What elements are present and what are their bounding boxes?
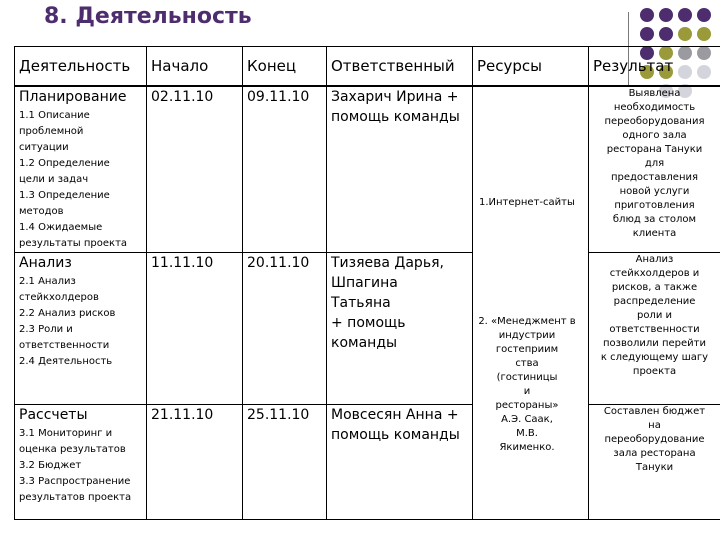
header-end: Конец (243, 47, 327, 87)
dot-icon (697, 8, 711, 22)
responsible-cell (327, 253, 473, 405)
start-cell (147, 86, 243, 253)
end-date: 25.11.10 (247, 407, 310, 423)
end-date: 09.11.10 (247, 89, 310, 105)
responsible-name: Захарич Ирина + помощь команды (331, 89, 460, 125)
resource-item-1: 1.Интернет-сайты (479, 197, 575, 208)
header-result: Результат (589, 47, 720, 87)
start-date: 21.11.10 (151, 407, 214, 423)
table-row (15, 253, 720, 405)
result-text: Выявлена необходимость переоборудования одного зала ресторана Тануки для предоставления новой услуги приготовления блюд за столом клиента (604, 88, 705, 239)
activity-cell (15, 86, 147, 253)
responsible-name: Мовсесян Анна + помощь команды (331, 407, 460, 443)
table-header-row (15, 47, 720, 87)
header-start: Начало (147, 47, 243, 87)
table-row (15, 405, 720, 520)
activity-name: Анализ (19, 255, 72, 271)
result-cell (589, 86, 720, 253)
header-responsible: Ответственный (327, 47, 473, 87)
end-cell (243, 86, 327, 253)
dot-icon (640, 8, 654, 22)
result-text: Анализ стейкхолдеров и рисков, а также распределение роли и ответственности позволили перейти к следующему шагу проекта (600, 254, 709, 377)
header-activity: Деятельность (15, 47, 147, 87)
start-cell (147, 405, 243, 520)
dot-icon (678, 27, 692, 41)
resource-item-2: 2. «Менеджмент в индустрии гостеприим ства (гостиницы и рестораны» А.Э. Саак, М.В. Якименко. (478, 316, 576, 453)
dot-icon (659, 27, 673, 41)
activity-table (14, 46, 720, 520)
result-cell (589, 405, 720, 520)
activity-subtasks: 1.1 Описание проблемной ситуации 1.2 Определение цели и задач 1.3 Определение методов 1.4 Ожидаемые результаты проекта (19, 110, 128, 249)
activity-subtasks: 2.1 Анализ стейкхолдеров 2.2 Анализ рисков 2.3 Роли и ответственности 2.4 Деятельность (19, 276, 116, 367)
dot-icon (678, 8, 692, 22)
slide-title: 8. Деятельность (44, 4, 252, 29)
end-cell (243, 253, 327, 405)
start-date: 11.11.10 (151, 255, 214, 271)
responsible-name: Тизяева Дарья, Шпагина Татьяна + помощь команды (331, 255, 444, 351)
start-cell (147, 253, 243, 405)
dot-icon (640, 27, 654, 41)
table-row (15, 86, 720, 253)
activity-cell (15, 253, 147, 405)
responsible-cell (327, 86, 473, 253)
activity-cell (15, 405, 147, 520)
activity-name: Планирование (19, 89, 127, 105)
dot-icon (697, 27, 711, 41)
dot-icon (659, 8, 673, 22)
result-cell (589, 253, 720, 405)
header-resources: Ресурсы (473, 47, 589, 87)
responsible-cell (327, 405, 473, 520)
end-date: 20.11.10 (247, 255, 310, 271)
activity-subtasks: 3.1 Мониторинг и оценка результатов 3.2 Бюджет 3.3 Распространение результатов проекта (19, 428, 132, 503)
start-date: 02.11.10 (151, 89, 214, 105)
resources-cell (473, 86, 589, 520)
end-cell (243, 405, 327, 520)
activity-name: Рассчеты (19, 407, 88, 423)
result-text: Составлен бюджет на переоборудование зала ресторана Тануки (603, 406, 706, 473)
